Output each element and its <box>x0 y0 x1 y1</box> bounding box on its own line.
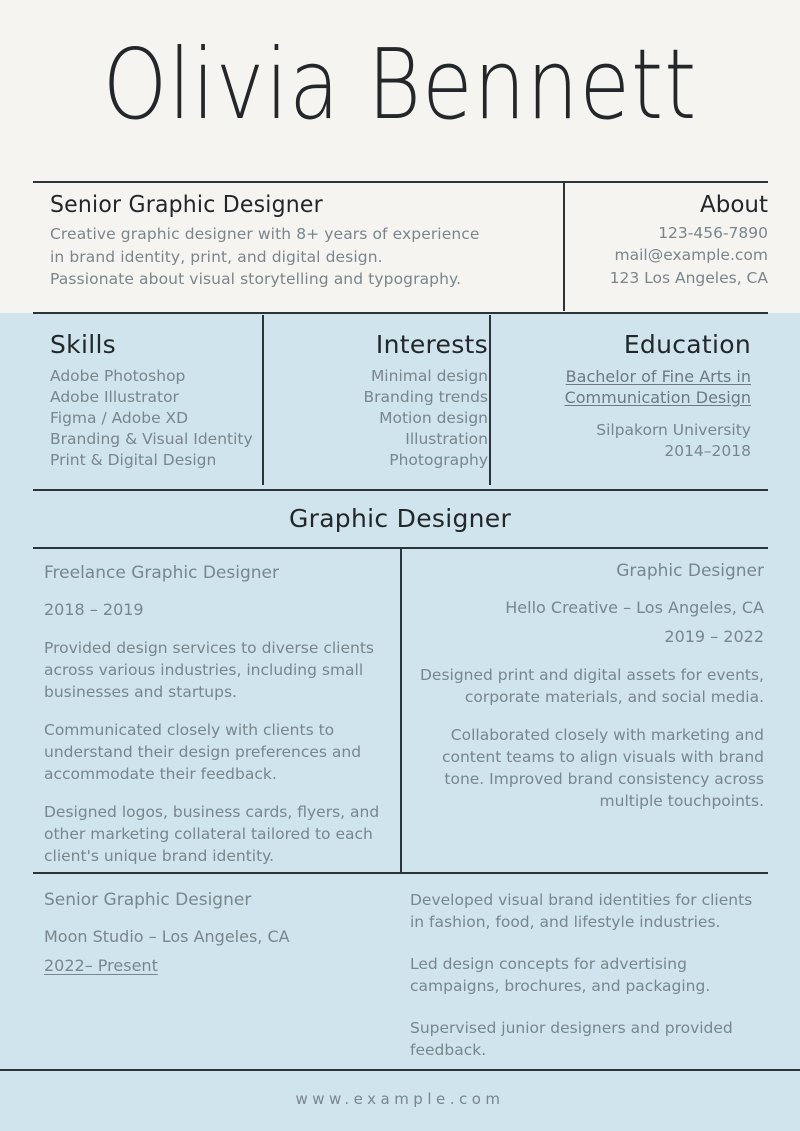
skill-item: Figma / Adobe XD <box>50 408 189 427</box>
role-title: Senior Graphic Designer <box>50 192 323 219</box>
experience-freelance <box>44 562 384 867</box>
education-title: Education <box>623 330 751 359</box>
skill-item: Branding & Visual Identity <box>50 429 253 448</box>
moon-studio-company: Moon Studio – Los Angeles, CA <box>44 927 290 947</box>
interest-item: Photography <box>389 450 488 469</box>
rule-experience-banner-top <box>33 489 768 491</box>
freelance-paragraph: Communicated closely with clients to understand their design preferences and accommodate their feedback. <box>44 720 362 783</box>
skill-item: Adobe Photoshop <box>50 366 186 385</box>
education-institution: Silpakorn University <box>596 421 751 440</box>
about-address: 123 Los Angeles, CA <box>609 268 768 287</box>
experience-moon-studio-details <box>410 889 764 1081</box>
hello-creative-paragraph: Designed print and digital assets for events, corporate materials, and social media. <box>419 665 764 706</box>
header <box>0 0 800 172</box>
rule-experience-row-b-top <box>33 872 768 874</box>
interest-item: Motion design <box>379 408 488 427</box>
summary-line-1: Creative graphic designer with 8+ years of experience <box>50 225 480 243</box>
experience-moon-studio <box>44 889 384 985</box>
interests-section <box>283 331 488 471</box>
education-section <box>503 331 751 462</box>
moon-studio-paragraph: Led design concepts for advertising campaigns, brochures, and packaging. <box>410 955 711 995</box>
interest-item: Illustration <box>405 429 488 448</box>
hello-creative-company: Hello Creative – Los Angeles, CA <box>505 598 764 618</box>
experience-banner <box>0 492 800 544</box>
about-title: About <box>699 192 768 218</box>
triple-row <box>33 313 768 485</box>
hello-creative-title: Graphic Designer <box>616 561 764 581</box>
moon-studio-paragraph: Developed visual brand identities for clients in fashion, food, and lifestyle industries. <box>410 891 753 931</box>
freelance-paragraph: Provided design services to diverse clients across various industries, including small businesses and startups. <box>44 638 374 701</box>
about-phone[interactable]: 123-456-7890 <box>658 224 768 242</box>
summary-block <box>50 192 540 291</box>
education-degree <box>503 366 751 409</box>
about-block <box>568 192 768 289</box>
freelance-years: 2018 – 2019 <box>44 600 144 620</box>
divider-interests-education <box>489 315 491 485</box>
divider-summary-about <box>563 183 565 311</box>
skill-item: Adobe Illustrator <box>50 387 179 406</box>
education-degree-line-1: Bachelor of Fine Arts in <box>565 366 751 386</box>
freelance-paragraph: Designed logos, business cards, flyers, and other marketing collateral tailored to each client's unique brand identity. <box>44 802 380 865</box>
freelance-title: Freelance Graphic Designer <box>44 563 279 583</box>
footer-website[interactable]: www.example.com <box>295 1090 505 1108</box>
skills-section <box>50 331 265 471</box>
interests-title: Interests <box>375 330 488 359</box>
moon-studio-paragraph: Supervised junior designers and provided feedback. <box>410 1019 733 1059</box>
about-email[interactable]: mail@example.com <box>614 246 768 265</box>
experience-banner-title: Graphic Designer <box>288 503 512 533</box>
interest-item: Minimal design <box>370 366 488 385</box>
divider-skills-interests <box>262 315 264 485</box>
skills-title: Skills <box>50 330 117 359</box>
person-name: Olivia Bennett <box>102 29 698 142</box>
hello-creative-paragraph: Collaborated closely with marketing and content teams to align visuals with brand tone. Improved brand consistency across multiple touchpoints. <box>441 725 764 810</box>
divider-experience-row-a <box>400 549 402 873</box>
education-degree-line-2: Communication Design <box>564 387 751 407</box>
moon-studio-years: 2022– Present <box>44 955 158 975</box>
education-years: 2014–2018 <box>664 442 751 461</box>
summary-line-2: in brand identity, print, and digital design. <box>50 247 383 266</box>
experience-hello-creative <box>416 560 764 812</box>
skill-item: Print & Digital Design <box>50 450 217 469</box>
summary-row <box>33 182 768 310</box>
hello-creative-years: 2019 – 2022 <box>664 626 764 646</box>
moon-studio-title: Senior Graphic Designer <box>44 890 252 910</box>
footer <box>0 1070 800 1131</box>
interest-item: Branding trends <box>363 387 488 406</box>
summary-line-3: Passionate about visual storytelling and typography. <box>50 270 462 289</box>
